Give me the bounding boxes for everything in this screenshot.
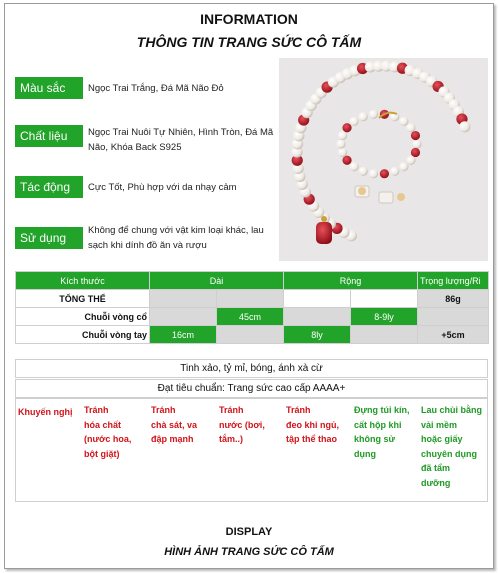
row-label-necklace: Chuỗi vòng cổ: [16, 308, 150, 326]
advice-item: Tránh nước (bơi, tắm..): [219, 405, 265, 444]
pearl-bead: [338, 148, 347, 157]
info-label-effect: Tác động: [15, 176, 83, 198]
standard-note: Đạt tiêu chuẩn: Trang sức cao cấp AAAA+: [15, 379, 488, 398]
pearl-bead: [359, 112, 368, 121]
bracelet-width: 8ly: [284, 326, 351, 344]
pearl-bead: [399, 117, 408, 126]
info-label-material: Chất liệu: [15, 125, 83, 147]
table-row: [16, 308, 489, 326]
info-value-color: Ngọc Trai Trắng, Đá Mã Não Đỏ: [88, 83, 224, 94]
table-row: [16, 326, 489, 344]
pearl-bead: [459, 121, 470, 132]
pearl-bead: [390, 167, 399, 176]
advice-item: Tránh hóa chất (nước hoa, bột giặt): [84, 405, 132, 459]
bracelet-extra: +5cm: [418, 326, 489, 344]
col-header-weight: Trọng lượng/Ri: [418, 272, 489, 290]
pearl-bead: [369, 110, 378, 119]
advice-box: [15, 398, 488, 502]
page-title: INFORMATION: [200, 11, 298, 27]
pearl-necklace-illustration: [279, 58, 488, 261]
pearl-bead: [359, 167, 368, 176]
display-subtitle: HÌNH ẢNH TRANG SỨC CÔ TẤM: [164, 546, 334, 558]
advice-item: Tránh đeo khi ngủ, tập thể thao: [286, 405, 339, 444]
pearl-bead: [338, 131, 347, 140]
necklace-width: 8-9ly: [351, 308, 418, 326]
pearl-bead: [369, 169, 378, 178]
pearl-bead: [412, 139, 421, 148]
pearl-bead: [399, 162, 408, 171]
overall-weight: 86g: [418, 290, 489, 308]
table-row: [16, 290, 489, 308]
necklace-length: 45cm: [217, 308, 284, 326]
row-label-overall: TỔNG THỂ: [16, 290, 150, 308]
info-value-usage: Không để chung với vật kim loại khác, lau sạch khi dính đồ ăn và rượu: [88, 225, 264, 251]
finish-note: Tinh xảo, tỷ mỉ, bóng, ánh xà cừ: [15, 359, 488, 378]
info-value-effect: Cực Tốt, Phù hợp với da nhạy cảm: [88, 182, 237, 193]
page-subtitle: THÔNG TIN TRANG SỨC CÔ TẤM: [136, 34, 362, 50]
agate-bead: [411, 148, 420, 157]
advice-item: Lau chùi bằng vải mềm hoặc giấy chuyên dụng đã tẩm dưỡng: [421, 405, 483, 488]
info-label-usage: Sử dụng: [15, 227, 83, 249]
pearl-bead: [336, 139, 345, 148]
pearl-bead: [406, 123, 415, 132]
jewelry-photo: [279, 58, 488, 261]
display-title: DISPLAY: [225, 526, 273, 538]
bracelet-length: 16cm: [150, 326, 217, 344]
size-table: [15, 271, 489, 344]
info-value-material: Ngọc Trai Nuôi Tự Nhiên, Hình Tròn, Đá Mã Não, Khóa Back S925: [88, 127, 274, 153]
agate-bead: [342, 156, 351, 165]
col-header-length: Dài: [150, 272, 284, 290]
advice-item: Tránh chà sát, va đập mạnh: [151, 405, 198, 444]
row-label-bracelet: Chuỗi vòng tay: [16, 326, 150, 344]
agate-bead: [411, 131, 420, 140]
pearl-bead: [350, 117, 359, 126]
agate-bead: [380, 169, 389, 178]
agate-bead: [342, 123, 351, 132]
pearl-bead: [406, 156, 415, 165]
advice-label: Khuyến nghị: [18, 407, 73, 417]
col-header-size: Kích thước: [16, 272, 150, 290]
info-label-color: Màu sắc: [15, 77, 83, 99]
pearl-bead: [350, 162, 359, 171]
advice-item: Đựng túi kín, cất hộp khi không sử dụng: [354, 405, 410, 459]
col-header-width: Rộng: [284, 272, 418, 290]
